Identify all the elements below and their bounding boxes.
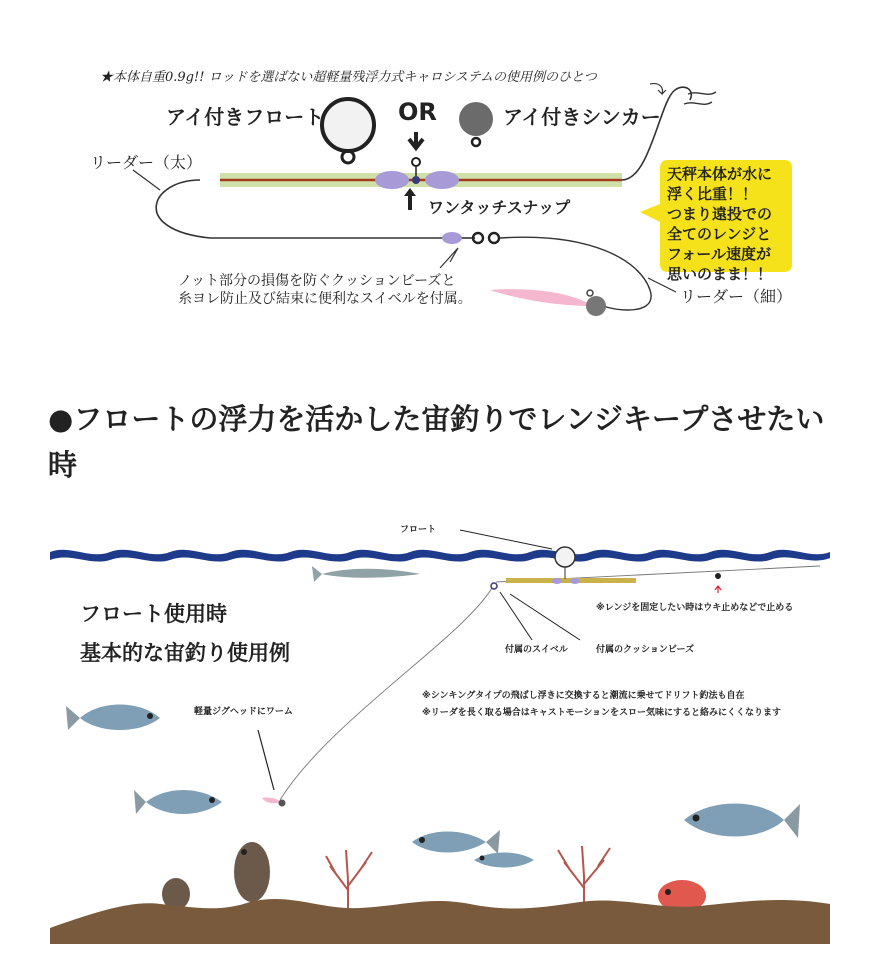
sinking-note: ※シンキングタイプの飛ばし浮きに交換すると潮流に乗せてドリフト釣法も自在: [422, 691, 745, 701]
leader-note: ※リーダを長く取る場合はキャストモーションをスロー気味にすると絡みにくくなります: [422, 708, 782, 718]
coral-1: [326, 850, 372, 916]
beads-label: 付属のクッションビーズ: [596, 645, 695, 655]
seabed: [50, 899, 830, 944]
bottom-title-2: 基本的な宙釣り使用例: [80, 641, 290, 665]
callout-line: つまり遠投での: [667, 205, 773, 223]
leader-thick-label: リーダー（太）: [90, 153, 203, 172]
saury-fish: [322, 569, 420, 578]
swivel-small: [491, 583, 497, 589]
range-note: ※レンジを固定したい時はウキ止めなどで止める: [596, 603, 794, 613]
rockfish-1: [234, 842, 270, 902]
swivel-label: 付属のスイベル: [505, 645, 568, 655]
heading-text: フロートの浮力を活かした宙釣りでレンジキープさせたい時: [48, 402, 825, 482]
fish-1: [66, 705, 160, 731]
float-label: アイ付きフロート: [166, 105, 325, 129]
callout-line: 浮く比重！！: [667, 185, 758, 203]
bottom-title-1: フロート使用時: [80, 602, 227, 626]
fish-5: [684, 804, 800, 839]
callout-line: 全てのレンジと: [667, 225, 772, 243]
callout-line: フォール速度が: [667, 245, 771, 263]
float-icon-small: [555, 547, 575, 567]
float-label-bottom: フロート: [400, 525, 437, 535]
snap-label: ワンタッチスナップ: [428, 198, 571, 217]
jighead-label: 軽量ジグヘッドにワーム: [194, 707, 293, 717]
cushion-note-line2: 糸ヨレ防止及び結束に便利なスイベルを付属。: [178, 291, 472, 307]
heading-bullet: ●: [48, 402, 74, 436]
callout-line: 思いのまま！！: [667, 265, 773, 283]
red-arrow-icon: [715, 586, 721, 593]
fish-3: [412, 830, 500, 854]
fish-4: [474, 853, 534, 868]
fish-2: [134, 790, 222, 814]
leader-thin-label: リーダー（細）: [680, 287, 793, 306]
sinker-label: アイ付きシンカー: [503, 105, 661, 129]
callout-line: 天秤本体が水に: [667, 165, 773, 183]
top-note: ★本体自重0.9g!! ロッドを選ばない超軽量残浮力式キャロシステムの使用例のひとつ: [100, 70, 597, 85]
or-label: OR: [398, 98, 437, 126]
cushion-note-line1: ノット部分の損傷を防ぐクッションビーズと: [178, 273, 456, 289]
bobber-stopper: [715, 573, 721, 579]
water-surface: [50, 550, 830, 562]
